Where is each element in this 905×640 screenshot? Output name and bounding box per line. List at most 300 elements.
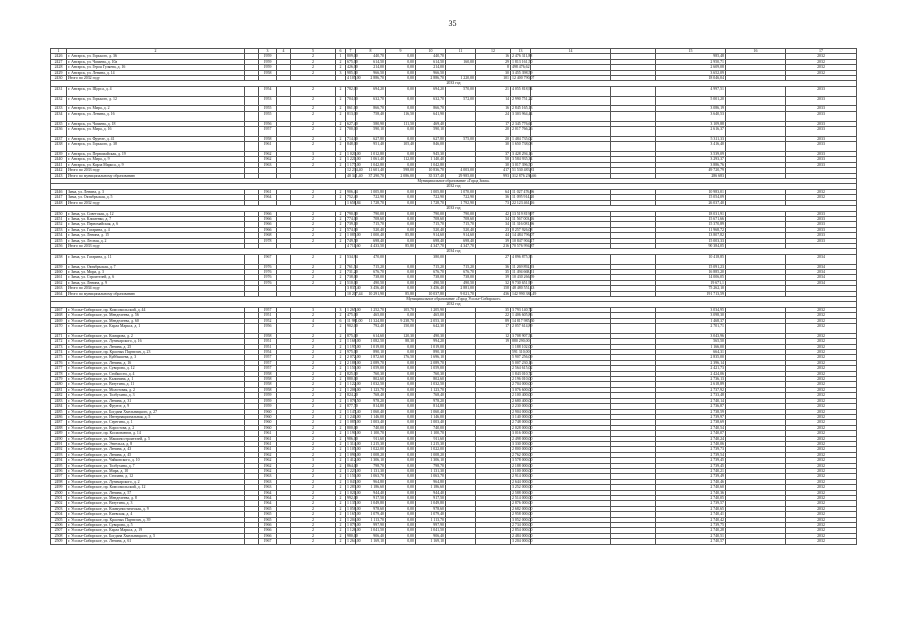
table-cell: 0,00 [386,350,416,355]
table-cell: 2 740,41 [656,512,726,517]
table-cell: 2 734 000,00 [512,523,533,528]
table-cell: 565,50 [656,339,726,344]
table-cell: 978,20 [416,398,446,403]
table-cell: 1962 [259,468,277,473]
table-cell: 2033 [786,86,857,96]
table-cell: 731,20 [347,269,358,274]
table-cell: 760,30 [416,371,446,376]
table-cell: г. Усолье-Сибирское, ул. Мира, д. 10 [67,468,245,473]
table-cell: 16 [476,106,511,111]
table-cell: 572,00 [446,96,476,106]
table-cell: 1 264,00 [347,539,361,544]
table-cell: 752,40 [347,195,358,200]
table-cell: 2 [336,65,346,70]
table-cell: 1 019,00 [416,344,446,349]
table-cell: 911,60 [356,436,386,441]
table-cell: 911,60 [416,436,446,441]
table-cell: 2 [291,479,336,484]
table-cell: 676,70 [416,269,446,274]
table-cell: 105,40 [386,142,416,152]
table-cell: 2 [291,86,336,96]
table-cell: 2 [336,275,346,280]
table-cell: 1954 [259,86,277,96]
table-cell: 2 [336,452,346,457]
table-cell: 191 713,59 [656,291,726,296]
table-cell: 2 564 615,02 [512,366,533,371]
table-cell: 2 737,92 [656,387,726,392]
table-cell: 11 567 003,16 [512,216,535,221]
table-cell: 15 003,33 [656,238,726,243]
table-cell: 0,00 [386,506,416,511]
table-cell: 30 [476,142,511,152]
table-cell: 2 [291,189,336,194]
table-cell: 2488 [51,425,67,430]
table-cell: 286 683 [656,173,726,178]
table-cell: 2 [291,333,336,338]
table-cell: г. Усолье-Сибирское, ул. Комарова, д. 2 [67,333,245,338]
table-cell [726,142,786,152]
table-cell: 85,80 [386,291,416,296]
table-cell: 2034 [786,280,857,285]
table-cell: 0,00 [386,269,416,274]
table-cell: Итого по 2033 году [67,243,245,248]
table-cell: 698,40 [446,238,476,243]
table-cell: 2462 [51,280,67,285]
table-cell: 698,40 [356,238,386,243]
table-cell: 1958 [259,377,277,382]
table-cell: 2495 [51,463,67,468]
table-cell: 16 885,20 [656,269,726,274]
table-cell: 704,00 [346,96,356,106]
table-cell: 2 588 000,00 [512,490,533,495]
table-cell: 142 990 384,49 [512,291,537,296]
table-cell: 2032 [786,393,857,398]
table-cell: 4 105,00 [347,76,361,81]
table-cell: 2 [291,501,336,506]
table-cell: 35 [476,269,511,274]
table-cell: 0,00 [386,474,416,479]
table-cell: 14 006,05 [656,275,726,280]
table-cell: 3 578 000,00 [512,458,533,463]
table-cell: 3 652,09 [656,70,726,75]
table-cell: 2 053,10 [416,318,446,323]
table-cell: 3 886,76 [656,162,726,167]
table-cell: 2 [336,517,346,522]
table-cell: 8 257 926,08 [512,227,533,232]
table-cell: 1 070,00 [446,189,476,194]
table-cell: 1 100,70 [356,431,386,436]
table-cell: 3 100 000,00 [512,468,533,473]
table-cell [245,111,259,121]
table-cell: 632,70 [416,96,446,106]
table-cell: 2 [291,382,336,387]
table-cell: 2 [336,157,346,162]
table-cell: 944,40 [416,490,446,495]
table-cell: 3 456,40 [356,286,386,291]
table-cell: 88,30 [386,339,416,344]
table-cell: 2033 [786,121,857,126]
table-cell: 2032 [786,54,857,59]
table-cell: 1957 [259,307,277,312]
table-cell: г. Ангарск, ул. Мира, д. 9 [67,157,245,162]
table-cell: 985,00 [347,70,358,75]
table-cell: 2490 [51,436,67,441]
table-cell: г. Усолье-Сибирское, ул. Серегина, д. 1 [67,420,245,425]
table-cell: 790,00 [446,211,476,216]
table-cell: 2 [291,366,336,371]
table-cell: 3 252 000,00 [512,485,533,490]
table-cell: 575,00 [446,136,476,141]
table-cell: г. Усолье-Сибирское, ул. Коммунистическая, д. 9 [67,506,245,511]
table-cell: 73 [476,200,511,205]
table-cell: 2509 [51,539,67,544]
table-cell: 1966 [259,222,277,227]
table-cell: 3 098,30 [656,313,726,318]
table-cell: 2 188 000,00 [512,463,533,468]
table-cell: 0,00 [386,76,416,81]
table-cell: 417 [476,168,511,173]
table-cell: 2033 [786,216,857,221]
table-cell: 978,60 [416,506,446,511]
table-cell: 23 [476,227,511,232]
table-cell [531,111,611,121]
table-cell: 1 696,10 [416,355,446,360]
table-cell: 2 [336,233,346,238]
table-cell [277,324,291,334]
table-cell: 24 [476,111,511,121]
table-cell: 10 847 904,17 [512,238,535,243]
table-cell [245,86,259,96]
table-cell: 0,00 [386,496,416,501]
table-cell: 3 043,96 [656,333,726,338]
table-cell: 722,90 [416,195,446,200]
table-cell: 2 800 000,00 [512,447,533,452]
table-cell: 0,00 [386,463,416,468]
table-cell: 2032 [786,463,857,468]
table-row [51,254,857,264]
table-cell: 2032 [786,409,857,414]
table-cell: 2032 [786,313,857,318]
table-cell: 64 [476,189,511,194]
table-cell: 0,00 [386,533,416,538]
table-cell: 2 [336,333,346,338]
table-cell: 2508 [51,533,67,538]
table-cell: 2473 [51,344,67,349]
table-cell: 3 017 396,50 [512,162,533,167]
table-cell: 574,00 [347,227,358,232]
table-cell: 2458 [51,254,67,264]
table-cell: 111,50 [386,121,416,126]
table-cell: 2 [291,377,336,382]
table-cell: 158 [476,286,511,291]
table-cell: 18 046,04 [656,76,726,81]
table-cell: 1 100,70 [416,431,446,436]
table-cell: 0,00 [386,409,416,414]
table-cell: 34 [476,222,511,227]
table-cell: 2 [336,441,346,446]
table-cell: 3 [259,49,277,54]
table-cell: 2 [336,106,346,111]
table-cell: г. Усолье-Сибирское, ул. Толбухина, д. 3 [67,393,245,398]
table-cell: 9 730 651,99 [512,280,533,285]
table-cell: 2 [291,264,336,269]
table-cell: 2 [336,436,346,441]
table-cell: 4 997,51 [656,86,726,96]
table-cell: 1951 [259,313,277,318]
table-cell: г. Усолье-Сибирское, ул. Ленина, д. 57 [67,490,245,495]
table-cell: 12 [476,333,511,338]
table-cell: 978,60 [356,506,386,511]
table-cell: 17 [476,324,511,334]
table-cell: 1 126,00 [347,528,361,533]
table-cell: 39 [476,238,511,243]
table-cell: 2 [291,222,336,227]
table-cell: 214,00 [356,65,386,70]
table-cell: 2 [291,409,336,414]
table-cell: 2 [291,127,336,137]
table-cell: 715,70 [356,222,386,227]
table-cell: 2 [336,490,346,495]
table-cell: 1 041,50 [416,528,446,533]
table-cell: 978,20 [356,398,386,403]
table-cell: 2032 [786,324,857,334]
table-cell: 0,00 [386,377,416,382]
table-cell: 2482 [51,393,67,398]
table-cell: 2 [336,479,346,484]
table-cell: 2432 [51,96,67,106]
table-cell: 3 086,19 [656,106,726,111]
table-cell: 2 740,60 [656,485,726,490]
table-cell: 676,70 [356,269,386,274]
table-cell: 2 [291,506,336,511]
table-cell: 0,00 [386,216,416,221]
table-cell: 2 [336,264,346,269]
table-cell: 3 [291,458,336,463]
table-cell: 1962 [259,458,277,463]
table-cell: г. Ангарск, ул. Щорса, д. 4 [67,86,245,96]
table-cell: 1959 [259,59,277,64]
table-cell: 1 090,00 [347,452,361,457]
table-cell: 3 584 935,34 [512,157,533,162]
table-cell: 0,00 [386,539,416,544]
table-cell: 2461 [51,275,67,280]
table-cell: 1966 [259,216,277,221]
table-cell: 906,44 [347,189,358,194]
table-cell: 2033 [786,222,857,227]
table-cell: 1 220,00 [446,76,476,81]
table-cell: 70 576 994,87 [512,243,535,248]
table-cell: 1959 [259,393,277,398]
table-cell: 2032 [786,404,857,409]
table-cell: 42 [476,211,511,216]
table-cell: 2032 [786,371,857,376]
table-cell [446,539,476,544]
table-cell: 2486 [51,414,67,419]
table-cell: 2032 [786,420,857,425]
table-cell: 2 [336,195,346,200]
table-cell: 2033 [786,211,857,216]
table-cell: 2464 [51,291,67,296]
table-cell: 2 [336,355,346,360]
table-cell [446,111,476,121]
table-cell [531,127,611,137]
table-cell: 2 [67,49,245,54]
table-cell [277,254,291,264]
table-cell: 22 123 461,16 [512,200,535,205]
table-cell: 2472 [51,339,67,344]
table-cell: 2 [291,533,336,538]
table-cell: 0,00 [386,65,416,70]
table-cell: 2 740,05 [656,496,726,501]
table-cell: 2032 [786,307,857,312]
table-cell: 12 [476,49,511,54]
table-cell: 1 252,70 [356,307,386,312]
table-cell: 1 008,20 [356,452,386,457]
table-cell: 738,00 [356,275,386,280]
table-cell: 15 091,23 [656,264,726,269]
table-cell: 4 003,00 [446,168,476,173]
table-cell: 0,00 [386,238,416,243]
table-cell: 2 [291,344,336,349]
table-cell: 917,50 [416,496,446,501]
table-cell: 2 [336,111,346,121]
table-cell: 2 [336,501,346,506]
table-cell: 2 [291,280,336,285]
table-cell: г. Усолье-Сибирское, ул. Ленина, д. 16 [67,360,245,365]
table-cell: 1 113,70 [416,517,446,522]
table-cell [726,96,786,106]
table-cell: 2033 [786,96,857,106]
table-cell: 2032 [786,501,857,506]
table-cell: 2032 [786,539,857,544]
table-cell: 2 704 000,00 [512,382,533,387]
table-cell: 2032 [786,479,857,484]
table-cell: 29 985,00 [446,173,476,178]
table-cell: 722,90 [446,195,476,200]
table-cell: 2468 [51,313,67,318]
table-cell: 2476 [51,360,67,365]
table-cell: 676,70 [446,269,476,274]
table-cell: г. Усолье-Сибирское, пр. Космонавтов, д. 14 [67,431,245,436]
table-cell: 2 [336,377,346,382]
table-cell: 1 123,70 [416,387,446,392]
table-cell: 2 [336,468,346,473]
table-cell: 2505 [51,517,67,522]
table-cell: 738,00 [446,275,476,280]
table-cell: 2 [291,211,336,216]
table-cell: 598,00 [386,168,416,173]
table-cell: 1 406 605,86 [512,313,533,318]
table-cell: 2477 [51,366,67,371]
table-cell: 2 [291,539,336,544]
table-cell: 1960 [259,409,277,414]
table-cell: 1 003,40 [356,420,386,425]
table-cell: 2033 [786,162,857,167]
table-cell: 2 740,57 [656,539,726,544]
table-cell: 2 740,21 [656,468,726,473]
table-cell: 13 807,82 [656,233,726,238]
table-cell: 2480 [51,382,67,387]
table-cell: 1 042,80 [416,162,446,167]
table-cell: 9 021,70 [446,291,476,296]
table-cell: 2 [291,474,336,479]
table-cell: 0,00 [386,59,416,64]
table-cell: 2496 [51,468,67,473]
table-cell: 2032 [786,339,857,344]
table-cell: г. Усолье-Сибирское, ул. Карла Маркса, д. 19 [67,528,245,533]
table-row [51,324,857,334]
table-cell: 1 283,00 [347,485,361,490]
table-cell: 2 [336,269,346,274]
table-cell: 2 [291,468,336,473]
table-cell: 1978 [259,238,277,243]
table-cell: г. Усолье-Сибирское, пр. Комсомольский, д. 44 [67,307,245,312]
table-cell: Итого по муниципальному образованию [67,173,245,178]
table-cell: 1958 [259,382,277,387]
table-cell: 2 [291,227,336,232]
table-cell: 1 122,00 [347,382,361,387]
table-cell: г. Ангарск, ул. Первомайская, д. 19 [67,152,245,157]
table-cell: 2 [291,275,336,280]
table-cell: 3 455 398,59 [512,70,533,75]
table-cell: 902,00 [346,324,356,334]
table-cell: 15 [656,49,726,54]
table-cell: 2 [336,506,346,511]
table-cell: 2 [336,539,346,544]
table-cell: 2502 [51,501,67,506]
table-cell: 2 740,54 [656,425,726,430]
table-cell: 1 843 010,72 [512,371,533,376]
table-cell: 1 042,80 [356,162,386,167]
table-cell: 8 [476,65,511,70]
table-cell: 1 131,30 [356,468,386,473]
table-cell: 2485 [51,409,67,414]
table-cell: 2448 [51,200,67,205]
table-cell: 1 728,70 [356,200,386,205]
table-cell: 3 539,09 [656,152,726,157]
table-cell [611,539,656,544]
table-cell: 1 215,30 [416,441,446,446]
table-cell: 2 [336,59,346,64]
table-cell: 2 740,06 [656,441,726,446]
table-cell: 5 311,33 [656,136,726,141]
table-cell: 1 005,80 [356,189,386,194]
table-cell: 0,00 [386,431,416,436]
table-cell: 2 644 000,00 [512,479,533,484]
table-cell: 2 [291,485,336,490]
table-cell: 2470 [51,324,67,334]
table-cell: 2032 [786,512,857,517]
table-cell: 2 089,70 [416,360,446,365]
table-cell: г. Зима, ул. Лесная, д. 2 [67,238,245,243]
table-cell: 2032 [786,528,857,533]
table-cell: 1964 [259,496,277,501]
table-cell: 1 265,00 [347,307,361,312]
table-cell: 2439 [51,152,67,157]
table-cell: 627,80 [416,136,446,141]
table-cell: 997,90 [416,523,446,528]
table-cell: 1960 [259,420,277,425]
table-cell: 1 206,00 [347,387,361,392]
table-cell [446,324,476,334]
table-cell: 2 [336,339,346,344]
table-cell: 2493 [51,452,67,457]
table-cell: 35 [476,307,511,312]
table-cell: 2 [336,162,346,167]
table-cell: г. Усолье-Сибирское, ул. Энгельса, д. 8 [67,441,245,446]
table-cell: 465,00 [356,313,386,318]
table-cell: г. Усолье-Сибирское, пр. Комсомольский, д. 12 [67,485,245,490]
